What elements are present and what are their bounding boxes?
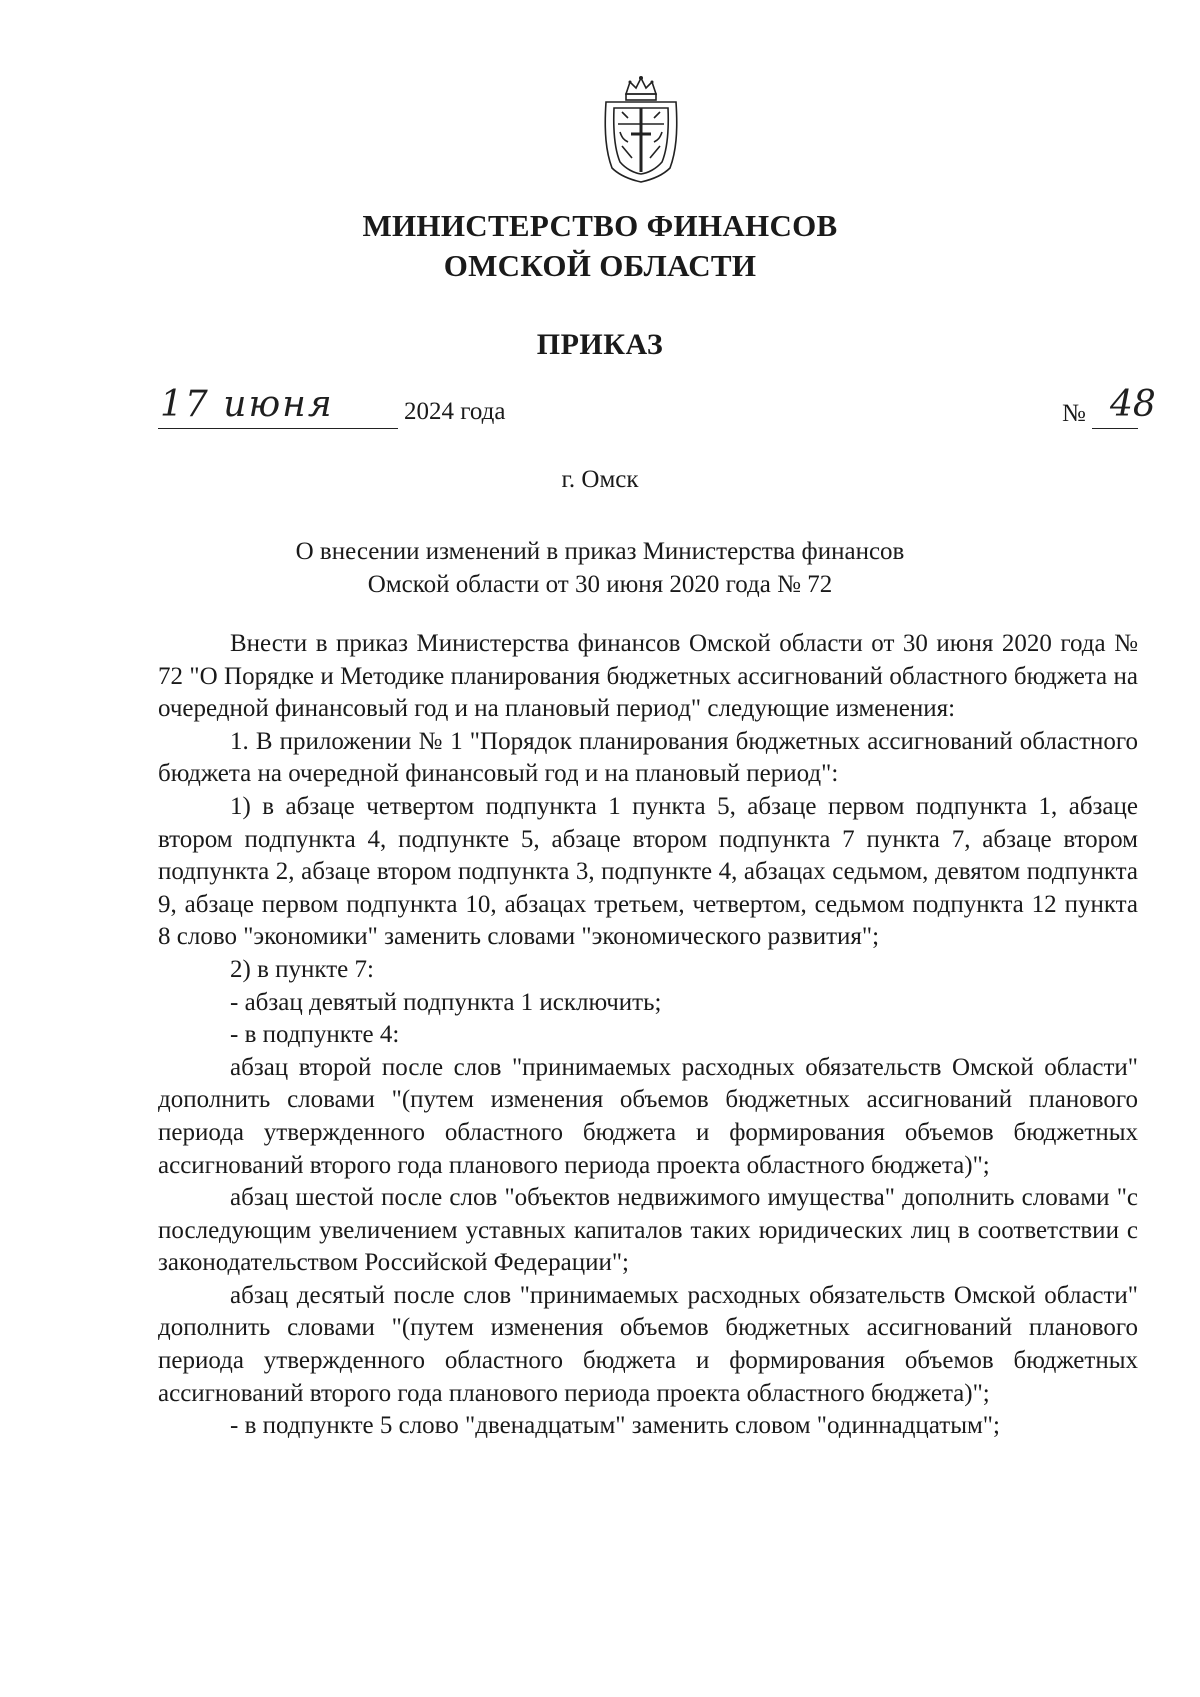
date-year: 2024 года [404,398,506,425]
ministry-name-line2: ОМСКОЙ ОБЛАСТИ [443,248,757,283]
ministry-name [0,206,1200,286]
date-underline [158,428,398,429]
coat-of-arms-emblem [598,72,684,184]
city-label: г. Омск [561,466,639,493]
body-paragraph: 1) в абзаце четвертом подпункта 1 пункта 5, абзаце первом подпункта 1, абзаце втором подпункта 4, подпункте 5, абзаце втором подпункта 7 пункта 7, абзаце втором подпункта 2, абзаце втором подпункта 3, подпункте 4, абзацах седьмом, девятом подпункта 9, абзаце первом подпункта 10, абзацах третьем, четвертом, седьмом подпункта 12 пункта 8 слово "экономики" заменить словами "экономического развития"; [158,792,1138,951]
body-paragraph: 2) в пункте 7: [230,955,374,983]
order-subject-line1: О внесении изменений в приказ Министерства финансов [295,538,905,565]
body-paragraph: абзац десятый после слов "принимаемых расходных обязательств Омской области" дополнить словами "(путем изменения объемов бюджетных ассигнований планового периода утвержденного областного бюджета и формирования объемов бюджетных ассигнований второго года планового периода проекта областного бюджета)"; [158,1281,1138,1407]
body-paragraph: Внести в приказ Министерства финансов Омской области от 30 июня 2020 года № 72 "О Порядке и Методике планирования бюджетных ассигнований областного бюджета на очередной финансовый год и на плановый период" следующие изменения: [158,630,1138,723]
ministry-name-line1: МИНИСТЕРСТВО ФИНАНСОВ [362,208,838,243]
date-number-line [158,384,1156,438]
handwritten-number: 48 [1110,384,1156,425]
document-type-title: ПРИКАЗ [536,328,664,361]
order-subject-line2: Омской области от 30 июня 2020 года № 72 [367,571,833,598]
body-paragraph: 1. В приложении № 1 "Порядок планирования бюджетных ассигнований областного бюджета на очередной финансовый год и на плановый период": [158,727,1138,788]
handwritten-date: 17 июня [160,384,334,425]
body-paragraph: - в подпункте 5 слово "двенадцатым" заменить словом "одиннадцатым"; [230,1412,1000,1440]
body-paragraph: - в подпункте 4: [230,1021,400,1049]
body-paragraph: - абзац девятый подпункта 1 исключить; [230,988,662,1016]
order-body [158,628,1138,1443]
body-paragraph: абзац второй после слов "принимаемых расходных обязательств Омской области" дополнить словами "(путем изменения объемов бюджетных ассигнований планового периода утвержденного областного бюджета и формирования объемов бюджетных ассигнований второго года планового периода проекта областного бюджета)"; [158,1053,1138,1179]
number-underline [1092,428,1138,429]
body-paragraph: абзац шестой после слов "объектов недвижимого имущества" дополнить словами "с последующим увеличением уставных капиталов таких юридических лиц в соответствии с законодательством Российской Федерации"; [158,1184,1138,1277]
order-subject [0,535,1200,601]
number-sign: № [1062,400,1086,427]
